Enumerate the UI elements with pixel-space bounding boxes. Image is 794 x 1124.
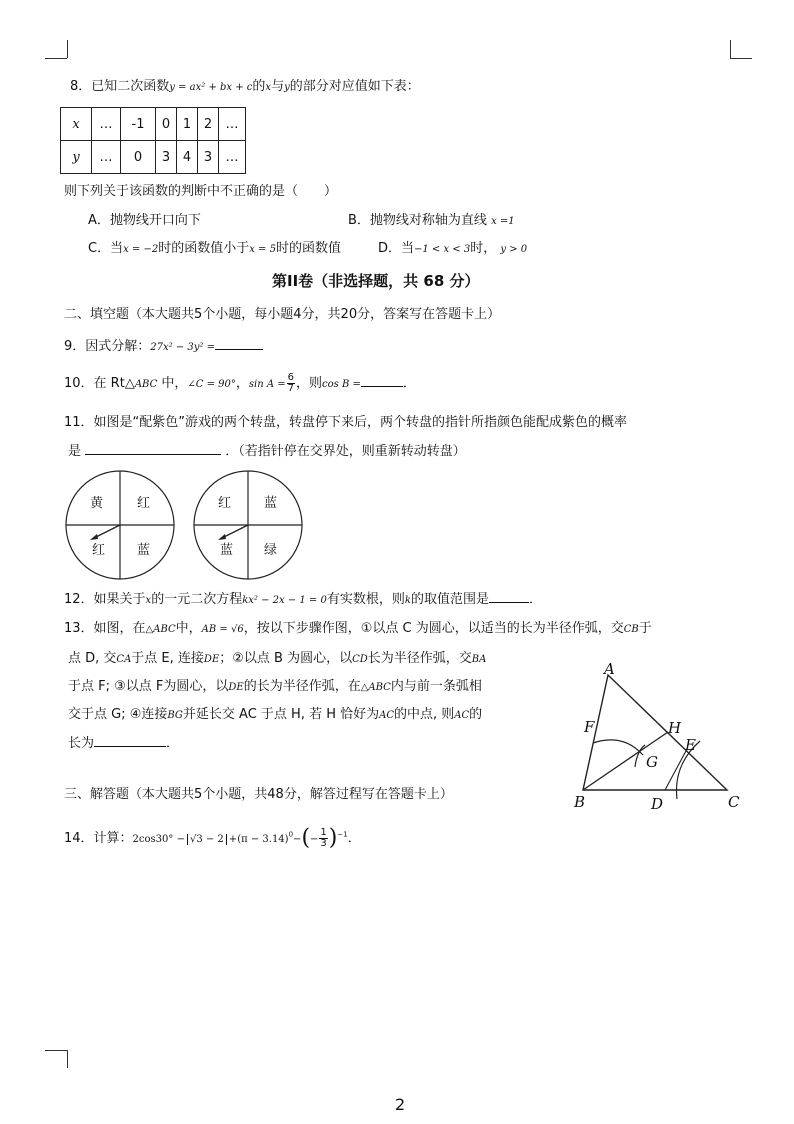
crop-mark-bottom-left (67, 1050, 68, 1068)
table-cell: 3 (156, 141, 177, 174)
point-label-D: D (651, 795, 664, 813)
spinner1-sector-label: 蓝 (137, 543, 151, 558)
part2-title: 第II卷（非选择题，共 68 分） (272, 272, 480, 290)
spinner-1 (66, 471, 174, 579)
page-number: 2 (395, 1095, 406, 1114)
table-cell: … (219, 108, 246, 141)
spinner2-sector-label: 红 (218, 496, 232, 511)
table-cell: 0 (156, 108, 177, 141)
spinner-2 (194, 471, 302, 579)
q8-option-a: A．抛物线开口向下 (88, 213, 201, 228)
table-cell: -1 (121, 108, 156, 141)
q14: 14．计算：$2\cos 30^\circ - √3 - 2 +(\pi - 3.14)^0-(-$ $\frac{1}{3}$ )$^{-1}$． (64, 825, 361, 851)
arc-from-B (593, 740, 643, 755)
crop-mark-top-left (67, 40, 68, 58)
absolute-value: √3 − 2 (187, 834, 227, 845)
section2-heading: 二、填空题（本大题共5个小题，每小题4分，共20分，答案写在答题卡上） (64, 307, 501, 322)
table-cell: 1 (177, 108, 198, 141)
q12: 12．如果关于x的一元二次方程kx² − 2x − 1 = 0有实数根，则k的取值范围是 ． (64, 592, 542, 607)
table-cell: 3 (198, 141, 219, 174)
q8-option-d: D．当−1 < x < 3时， y > 0 (378, 241, 528, 256)
q8-question: 则下列关于该函数的判断中不正确的是（ ） (64, 184, 338, 199)
q8-option-c: C．当x = −2时的函数值小于x = 5时的函数值 (88, 241, 341, 256)
table-cell: 4 (177, 141, 198, 174)
point-label-G: G (646, 753, 658, 771)
spinner2-sector-label: 绿 (264, 543, 278, 558)
crop-mark-top-right-h (730, 58, 752, 59)
point-label-H: H (668, 719, 682, 737)
q8-stem: 8．已知二次函数y = ax² + bx + c的x与y的部分对应值如下表： (70, 79, 420, 94)
point-label-C: C (728, 793, 740, 811)
q13-line2: 点 D, 交CA于点 E, 连接DE；②以点 B 为圆心，以CD长为半径作弧，交BA (68, 651, 487, 666)
crop-mark-top-right (730, 40, 731, 58)
spinner1-sector-label: 黄 (90, 496, 104, 511)
crop-mark-bottom-left-h (45, 1050, 67, 1051)
spinner1-sector-label: 红 (137, 496, 151, 511)
table-row-y (61, 141, 246, 174)
q13-line1: 13．如图，在△ABC中，AB = √6，按以下步骤作图，①以点 C 为圆心，以适当的长为半径作弧，交CB于 (64, 621, 652, 636)
spinner1-sector-label: 红 (92, 543, 106, 558)
q10: 10．在 Rt△ABC 中，∠C = 90°，sin A = $\frac{6}{7}$ ，则cos B = ． (64, 372, 416, 394)
q11-line2: 是 ．（若指针停在交界处，则重新转动转盘） (68, 444, 466, 459)
answer-blank[interactable] (94, 734, 166, 747)
table-cell: 0 (121, 141, 156, 174)
segment-DE (665, 749, 687, 790)
point-label-B: B (574, 793, 586, 811)
crop-mark-top-left-h (45, 58, 67, 59)
q9: 9．因式分解：27x² − 3y² = (64, 337, 263, 357)
q13-line3: 于点 F; ③以点 F为圆心，以DE的长为半径作弧，在△ABC内与前一条弧相 (68, 679, 482, 694)
answer-blank[interactable] (361, 374, 403, 387)
table-cell: … (219, 141, 246, 174)
table-row-x (61, 108, 246, 141)
q8-option-b: B．抛物线对称轴为直线 x =1 (348, 213, 515, 228)
fraction: $\frac{1}{3}$ (320, 827, 327, 849)
q13-triangle-figure (565, 655, 765, 815)
spinner2-sector-label: 蓝 (220, 543, 234, 558)
spinner2-sector-label: 蓝 (264, 496, 278, 511)
q13-line4: 交于点 G; ④连接BG并延长交 AC 于点 H, 若 H 恰好为AC的中点, 则AC的 (68, 707, 483, 722)
q11-line1: 11．如图是“配紫色”游戏的两个转盘，转盘停下来后，两个转盘的指针所指颜色能配成紫色的概率 (64, 415, 628, 430)
table-cell: y (61, 141, 92, 174)
q13-line5: 长为 ． (68, 736, 180, 751)
point-label-F: F (584, 718, 595, 736)
answer-blank[interactable] (215, 337, 263, 350)
point-label-E: E (685, 736, 696, 754)
fraction: $\frac{6}{7}$ (287, 372, 294, 394)
q8-value-table (60, 107, 246, 174)
answer-blank[interactable] (85, 442, 221, 455)
table-cell: … (92, 141, 121, 174)
point-label-A: A (604, 660, 615, 678)
answer-blank[interactable] (489, 590, 529, 603)
section3-heading: 三、解答题（本大题共5个小题，共48分，解答过程写在答题卡上） (64, 787, 453, 802)
spinner-diagram (64, 470, 314, 582)
table-cell: x (61, 108, 92, 141)
table-cell: 2 (198, 108, 219, 141)
table-cell: … (92, 108, 121, 141)
